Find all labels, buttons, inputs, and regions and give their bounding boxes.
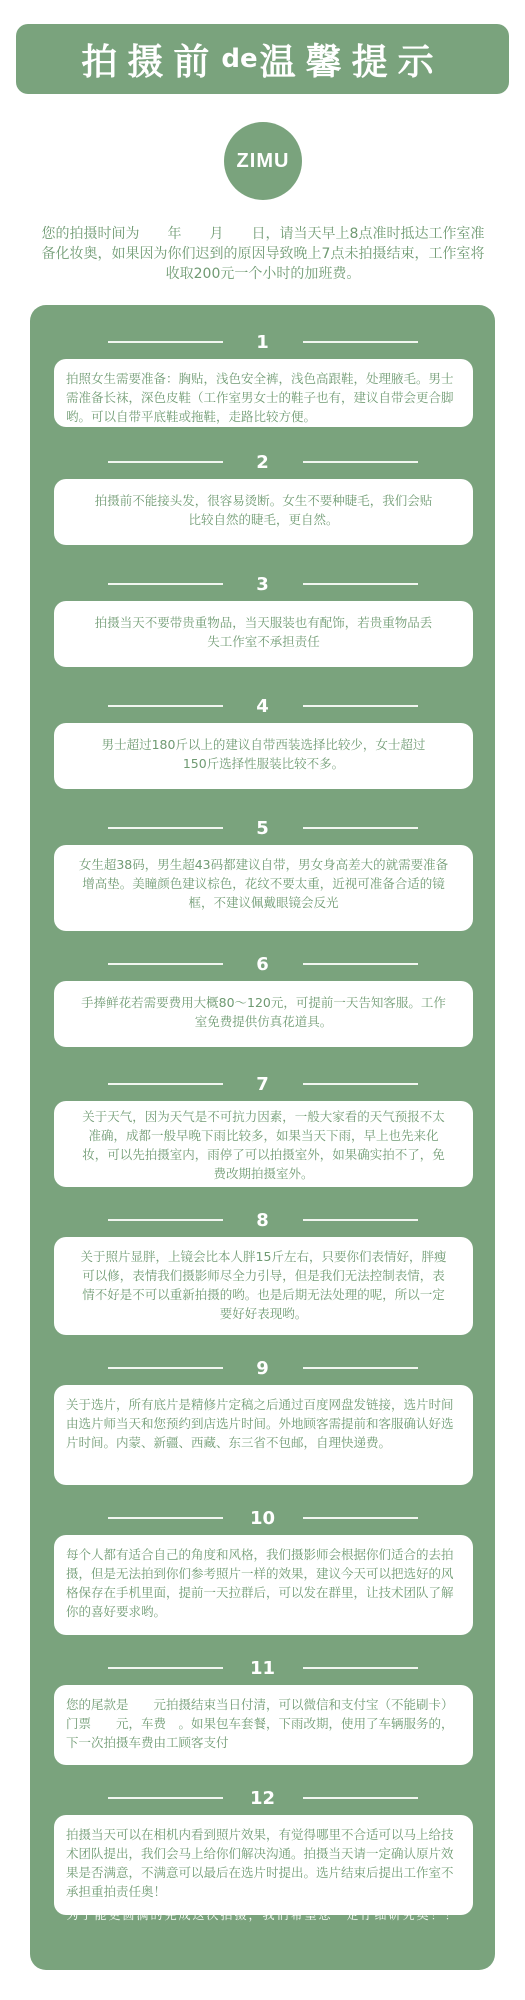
divider xyxy=(303,341,418,343)
title-latin: de xyxy=(221,44,258,74)
divider xyxy=(108,1797,223,1799)
tip-section xyxy=(30,1203,495,1335)
tips-panel xyxy=(30,305,495,1970)
divider xyxy=(303,705,418,707)
section-number: 11 xyxy=(249,1657,276,1679)
tip-section xyxy=(30,811,495,931)
section-number: 2 xyxy=(256,451,269,473)
tip-section xyxy=(30,1067,495,1187)
tip-card: 男士超过180斤以上的建议自带西装选择比较少，女士超过150斤选择性服装比较不多。 xyxy=(54,723,473,789)
section-header xyxy=(30,1501,495,1535)
divider xyxy=(303,583,418,585)
tip-card: 拍摄前不能接头发，很容易烫断。女生不要种睫毛，我们会贴比较自然的睫毛，更自然。 xyxy=(54,479,473,545)
divider xyxy=(108,963,223,965)
tip-section xyxy=(30,1651,495,1765)
divider xyxy=(303,1367,418,1369)
tip-section xyxy=(30,1781,495,1915)
divider xyxy=(108,583,223,585)
tip-section xyxy=(30,1501,495,1635)
section-number: 4 xyxy=(256,695,269,717)
section-header xyxy=(30,689,495,723)
divider xyxy=(108,1667,223,1669)
tip-section xyxy=(30,445,495,545)
section-header xyxy=(30,1351,495,1385)
divider xyxy=(108,341,223,343)
tip-card: 拍照女生需要准备：胸贴，浅色安全裤，浅色高跟鞋，处理腋毛。男士需准备长袜，深色皮鞋（工作室男女士的鞋子也有，建议自带会更合脚哟。可以自带平底鞋或拖鞋，走路比较方便。 xyxy=(54,359,473,427)
section-header xyxy=(30,1651,495,1685)
section-number: 7 xyxy=(256,1073,269,1095)
tip-card: 您的尾款是 元拍摄结束当日付清，可以微信和支付宝（不能刷卡）门票 元，车费 。如果包车套餐，下雨改期，使用了车辆服务的，下一次拍摄车费由工顾客支付 xyxy=(54,1685,473,1765)
divider xyxy=(303,963,418,965)
section-header xyxy=(30,947,495,981)
tip-section xyxy=(30,689,495,789)
section-number: 8 xyxy=(256,1209,269,1231)
divider xyxy=(303,827,418,829)
section-number: 6 xyxy=(256,953,269,975)
section-header xyxy=(30,1067,495,1101)
divider xyxy=(303,1517,418,1519)
divider xyxy=(303,461,418,463)
tip-card: 每个人都有适合自己的角度和风格，我们摄影师会根据你们适合的去拍摄，但是无法拍到你们参考照片一样的效果，建议今天可以把选好的风格保存在手机里面，提前一天拉群后，可以发在群里，让技术团队了解你的喜好要求哟。 xyxy=(54,1535,473,1635)
section-number: 12 xyxy=(249,1787,276,1809)
section-header xyxy=(30,325,495,359)
divider xyxy=(108,705,223,707)
tip-section xyxy=(30,567,495,667)
page-title xyxy=(16,24,509,94)
tip-card: 关于天气，因为天气是不可抗力因素，一般大家看的天气预报不太准确，成都一般早晚下雨比较多，如果当天下雨，早上也先来化妆，可以先拍摄室内，雨停了可以拍摄室外，如果确实拍不了，免费改期拍摄室外。 xyxy=(54,1101,473,1187)
footer-note: 为了能更圆满的完成这次拍摄，我们希望您一定仔细研究奥！！ xyxy=(66,1908,459,1922)
divider xyxy=(108,461,223,463)
divider xyxy=(303,1667,418,1669)
tip-card: 女生超38码，男生超43码都建议自带，男女身高差大的就需要准备增高垫。美瞳颜色建议棕色，花纹不要太重，近视可准备合适的镜框，不建议佩戴眼镜会反光 xyxy=(54,845,473,931)
intro-text: 您的拍摄时间为 年 月 日，请当天早上8点准时抵达工作室准备化妆奥，如果因为你们迟到的原因导致晚上7点未拍摄结束，工作室将收取200元一个小时的加班费。 xyxy=(41,226,485,282)
tip-section xyxy=(30,1351,495,1485)
divider xyxy=(108,1219,223,1221)
section-number: 9 xyxy=(256,1357,269,1379)
divider xyxy=(303,1219,418,1221)
divider xyxy=(108,1367,223,1369)
section-header xyxy=(30,1203,495,1237)
section-header xyxy=(30,811,495,845)
section-number: 10 xyxy=(249,1507,276,1529)
title-part2: 温馨提示 xyxy=(259,41,444,83)
divider xyxy=(108,1517,223,1519)
tip-card: 拍摄当天可以在相机内看到照片效果，有觉得哪里不合适可以马上给技术团队提出，我们会马上给你们解决沟通。拍摄当天请一定确认原片效果是否满意，不满意可以最后在选片时提出。选片结束后提出工作室不承担重拍责任奥！ xyxy=(54,1815,473,1915)
divider xyxy=(303,1797,418,1799)
section-number: 3 xyxy=(256,573,269,595)
logo xyxy=(224,122,302,200)
divider xyxy=(303,1083,418,1085)
section-number: 5 xyxy=(256,817,269,839)
tip-card: 拍摄当天不要带贵重物品，当天服装也有配饰，若贵重物品丢失工作室不承担责任 xyxy=(54,601,473,667)
title-part1: 拍摄前 xyxy=(81,41,220,83)
section-header xyxy=(30,567,495,601)
tip-card: 关于照片显胖，上镜会比本人胖15斤左右，只要你们表情好，胖瘦可以修，表情我们摄影师尽全力引导，但是我们无法控制表情，表情不好是不可以重新拍摄的哟。也是后期无法处理的呢，所以一定要好好表现哟。 xyxy=(54,1237,473,1335)
tip-section xyxy=(30,325,495,427)
divider xyxy=(108,827,223,829)
section-header xyxy=(30,1781,495,1815)
logo-text: ZIMU xyxy=(236,149,290,172)
section-number: 1 xyxy=(256,331,269,353)
divider xyxy=(108,1083,223,1085)
tip-card: 手捧鲜花若需要费用大概80～120元，可提前一天告知客服。工作室免费提供仿真花道具。 xyxy=(54,981,473,1047)
section-header xyxy=(30,445,495,479)
tip-card: 关于选片，所有底片是精修片定稿之后通过百度网盘发链接，选片时间由选片师当天和您预约到店选片时间。外地顾客需提前和客服确认好选片时间。内蒙、新疆、西藏、东三省不包邮，自理快递费。 xyxy=(54,1385,473,1485)
tip-section xyxy=(30,947,495,1047)
